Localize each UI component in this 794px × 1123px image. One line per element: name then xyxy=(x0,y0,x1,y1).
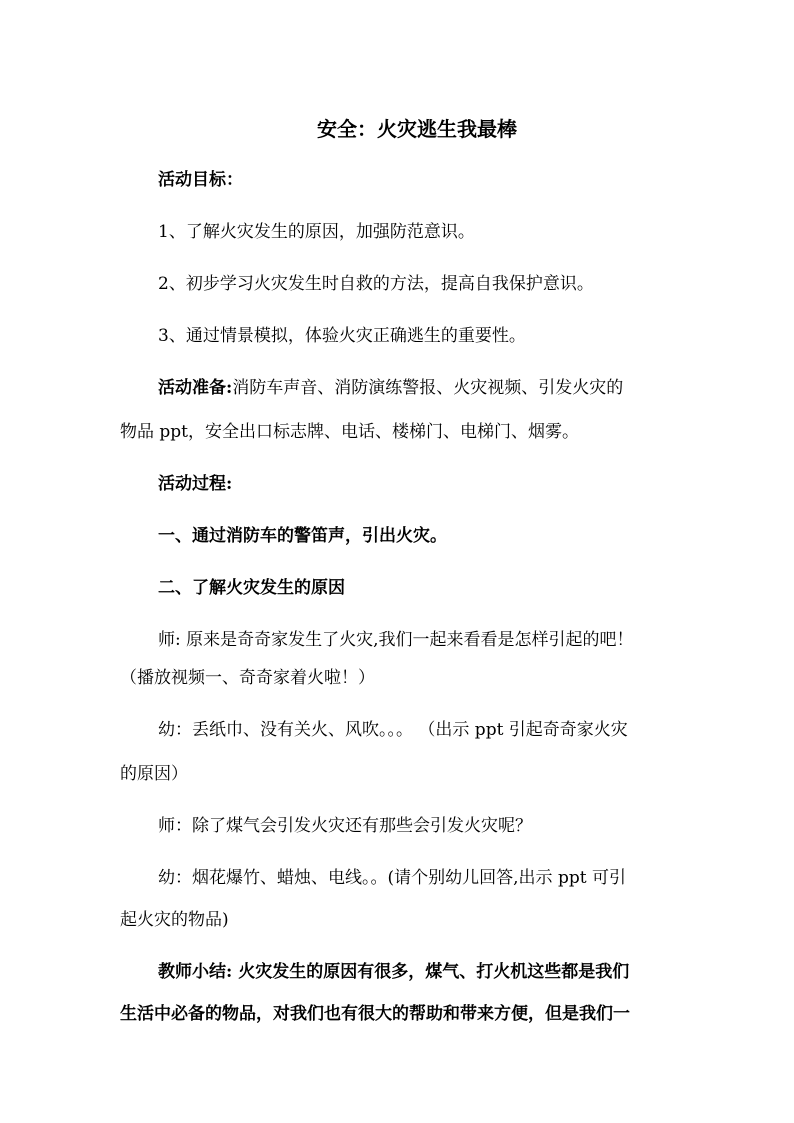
goal-heading: 活动目标： xyxy=(158,170,243,190)
summary-line-1: 教师小结: 火灾发生的原因有很多，煤气、打火机这些都是我们 xyxy=(158,962,630,982)
process-heading: 活动过程: xyxy=(158,474,233,494)
child-dialogue-1-line-1: 幼：丢纸巾、没有关火、风吹。。。 （出示 ppt 引起奇奇家火灾 xyxy=(158,720,628,740)
preparation-line-1 xyxy=(158,376,680,400)
goal-item-2: 2、初步学习火灾发生时自救的方法，提高自我保护意识。 xyxy=(158,274,594,294)
teacher-dialogue-1-line-2: （播放视频一、奇奇家着火啦！） xyxy=(120,668,375,688)
teacher-dialogue-2: 师：除了煤气会引发火灾还有那些会引发火灾呢？ xyxy=(158,816,532,836)
summary-line-2: 生活中必备的物品，对我们也有很大的帮助和带来方便，但是我们一 xyxy=(120,1004,630,1024)
preparation-text-1: 消防车声音、消防演练警报、火灾视频、引发火灾的 xyxy=(232,378,624,398)
step-2-heading: 二、了解火灾发生的原因 xyxy=(158,578,345,598)
step-1-heading: 一、通过消防车的警笛声，引出火灾。 xyxy=(158,526,447,546)
page-title: 安全：火灾逃生我最棒 xyxy=(317,117,517,141)
goal-item-1: 1、了解火灾发生的原因，加强防范意识。 xyxy=(158,222,475,242)
child-dialogue-2-line-2: 起火灾的物品) xyxy=(120,910,229,930)
goal-item-3: 3、通过情景模拟，体验火灾正确逃生的重要性。 xyxy=(158,326,526,346)
child-dialogue-2-line-1: 幼：烟花爆竹、蜡烛、电线。。(请个别幼儿回答,出示 ppt 可引 xyxy=(158,868,626,888)
child-dialogue-1-line-2: 的原因） xyxy=(120,764,188,784)
preparation-label: 活动准备: xyxy=(158,378,233,398)
preparation-line-2: 物品 ppt，安全出口标志牌、电话、楼梯门、电梯门、烟雾。 xyxy=(120,422,579,442)
teacher-dialogue-1-line-1: 师: 原来是奇奇家发生了火灾,我们一起来看看是怎样引起的吧！ xyxy=(158,630,634,650)
